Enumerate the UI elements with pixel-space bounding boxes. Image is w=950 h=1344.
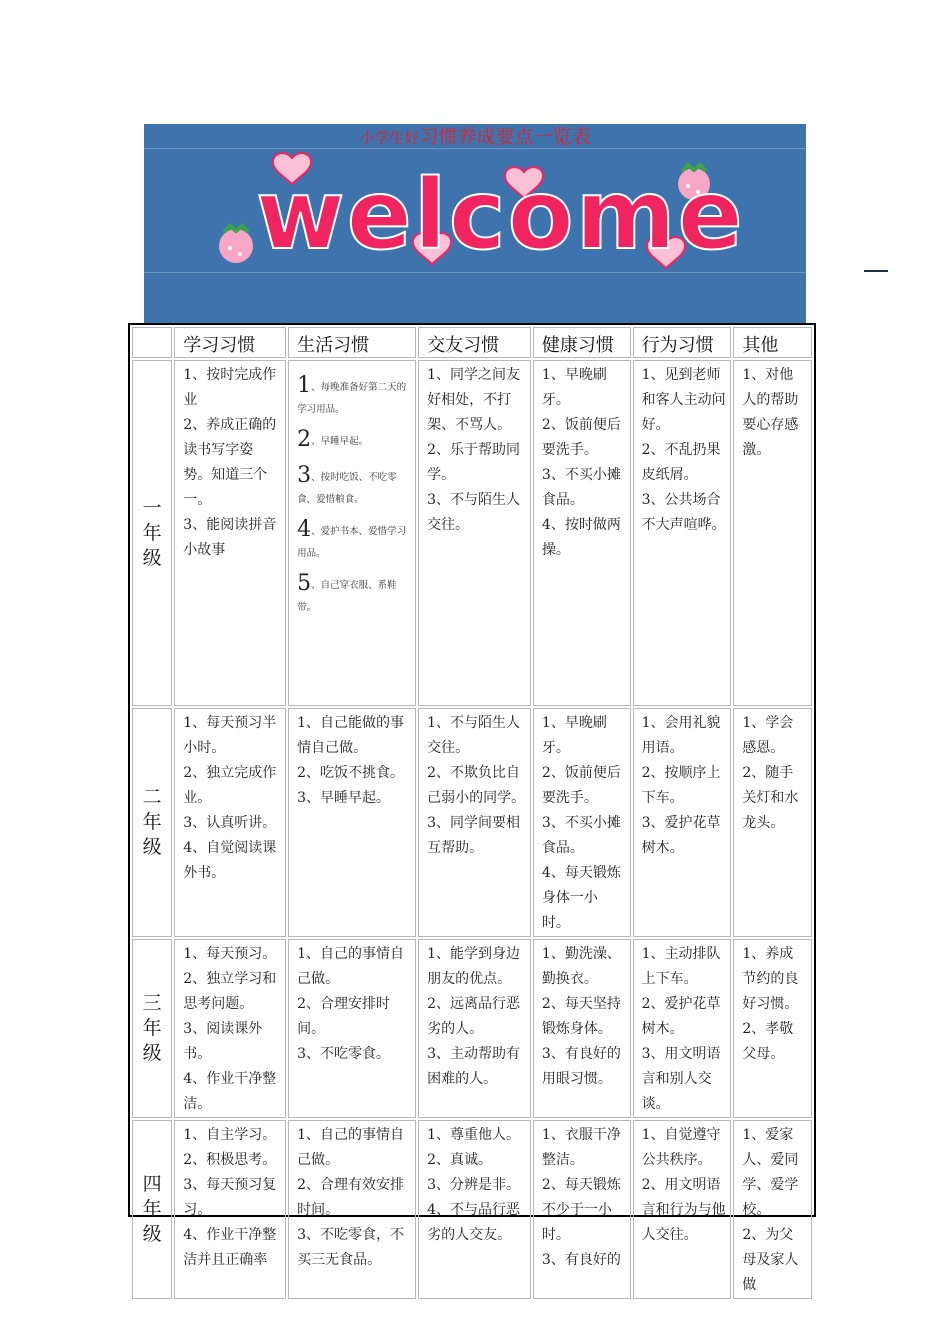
list-item: 1、学会感恩。	[742, 715, 794, 756]
table-header-row	[132, 327, 812, 358]
list-item: 2、早睡早起。	[297, 427, 369, 452]
study-cell	[174, 708, 286, 937]
list-item: 2、爱护花草树木。	[641, 996, 721, 1037]
list-item: 1、自己的事情自己做。	[297, 1127, 405, 1168]
list-item: 3、不吃零食。	[297, 1046, 391, 1062]
list-item: 3、同学间要相互帮助。	[427, 815, 520, 856]
list-item: 3、有良好的	[541, 1252, 621, 1268]
list-item: 1、尊重他人。	[427, 1127, 520, 1143]
list-item: 2、不欺负比自己弱小的同学。	[427, 765, 526, 806]
list-item: 3、不与陌生人交往。	[427, 492, 520, 533]
list-item: 3、用文明语言和别人交谈。	[641, 1046, 721, 1112]
list-item: 2、吃饭不挑食。	[297, 765, 405, 781]
list-item: 2、饭前便后要洗手。	[541, 765, 621, 806]
list-item: 1、勤洗澡、勤换衣。	[541, 946, 621, 987]
title-large-part: 习惯养成要点一览表	[419, 126, 591, 148]
list-item: 3、阅读课外书。	[183, 1021, 263, 1062]
list-item: 4、作业干净整洁。	[183, 1071, 277, 1112]
title-small-part: 小学生好	[359, 129, 420, 147]
list-item: 3、认真听讲。	[183, 815, 277, 831]
life-cell	[288, 1120, 416, 1299]
list-item: 1、不与陌生人交往。	[427, 715, 520, 756]
list-item: 2、随手关灯和水龙头。	[742, 765, 799, 831]
strawberry-icon	[219, 226, 253, 263]
list-item: 3、有良好的用眼习惯。	[541, 1046, 621, 1087]
list-item: 2、用文明语言和行为与他人交往。	[641, 1177, 726, 1243]
health-cell	[533, 360, 631, 706]
list-item: 3、每天预习复习。	[183, 1177, 277, 1218]
other-cell	[733, 1120, 812, 1299]
list-item: 1、爱家人、爱同学、爱学校。	[742, 1127, 799, 1218]
table-row	[132, 1120, 812, 1299]
list-item: 3、按时吃饭、不吃零食，爱惜粮食。	[297, 463, 397, 505]
grade-label: 二 年 级	[132, 708, 172, 937]
header-study: 学习习惯	[174, 327, 286, 358]
friends-cell	[418, 708, 531, 937]
list-item: 2、养成正确的读书写字姿势。知道三个一。	[183, 417, 277, 508]
list-item: 2、积极思考。	[183, 1152, 277, 1168]
health-cell	[533, 708, 631, 937]
friends-cell	[418, 939, 531, 1118]
list-item: 4、不与品行恶劣的人交友。	[427, 1202, 520, 1243]
other-cell	[733, 360, 812, 706]
table-row	[132, 939, 812, 1118]
grade-label: 四 年 级	[132, 1120, 172, 1299]
list-item: 1、见到老师和客人主动问好。	[641, 367, 726, 433]
list-item: 3、分辨是非。	[427, 1177, 520, 1193]
life-cell	[288, 360, 416, 706]
list-item: 1、自觉遵守公共秩序。	[641, 1127, 721, 1168]
list-item: 3、公共场合不大声喧哗。	[641, 492, 726, 533]
list-item: 2、为父母及家人做	[742, 1227, 799, 1293]
list-item: 2、合理有效安排时间。	[297, 1177, 405, 1218]
life-cell	[288, 939, 416, 1118]
header-grade	[132, 327, 172, 358]
list-item: 1、每晚准备好第二天的学习用品。	[297, 373, 407, 415]
grade-label: 三 年 级	[132, 939, 172, 1118]
list-item: 2、独立完成作业。	[183, 765, 277, 806]
page-title	[144, 126, 806, 149]
list-item: 1、自己能做的事情自己做。	[297, 715, 405, 756]
list-item: 2、合理安排时间。	[297, 996, 391, 1037]
list-item: 1、主动排队上下车。	[641, 946, 721, 987]
list-item: 1、早晚刷牙。	[541, 715, 607, 756]
list-item: 3、早睡早起。	[297, 790, 391, 806]
list-item: 1、每天预习半小时。	[183, 715, 277, 756]
list-item: 4、每天锻炼身体一小时。	[541, 865, 621, 931]
list-item: 1、早晚刷牙。	[541, 367, 607, 408]
behavior-cell	[633, 360, 732, 706]
health-cell	[533, 1120, 631, 1299]
study-cell	[174, 1120, 286, 1299]
header-friends: 交友习惯	[418, 327, 531, 358]
study-cell	[174, 360, 286, 706]
list-item: 2、乐于帮助同学。	[427, 442, 520, 483]
list-item: 3、主动帮助有困难的人。	[427, 1046, 520, 1087]
banner-dash	[864, 270, 888, 272]
welcome-banner	[144, 124, 806, 324]
header-behavior: 行为习惯	[633, 327, 732, 358]
list-item: 2、远离品行恶劣的人。	[427, 996, 520, 1037]
header-other: 其他	[733, 327, 812, 358]
banner-divider	[144, 148, 806, 149]
list-item: 2、按顺序上下车。	[641, 765, 721, 806]
study-cell	[174, 939, 286, 1118]
header-health: 健康习惯	[533, 327, 631, 358]
list-item: 1、对他人的帮助要心存感激。	[742, 367, 799, 458]
behavior-cell	[633, 939, 732, 1118]
list-item: 3、不吃零食，不买三无食品。	[297, 1227, 405, 1268]
friends-cell	[418, 360, 531, 706]
list-item: 1、每天预习。	[183, 946, 277, 962]
grade-label: 一 年 级	[132, 360, 172, 706]
list-item: 2、每天锻炼不少于一小时。	[541, 1177, 621, 1243]
welcome-text: welcome	[256, 159, 745, 271]
welcome-graphic	[204, 150, 764, 274]
list-item: 1、能学到身边朋友的优点。	[427, 946, 520, 987]
list-item: 3、能阅读拼音小故事	[183, 517, 277, 558]
list-item: 2、饭前便后要洗手。	[541, 417, 621, 458]
other-cell	[733, 708, 812, 937]
list-item: 3、不买小摊食品。	[541, 467, 621, 508]
list-item: 1、自己的事情自己做。	[297, 946, 405, 987]
list-item: 2、不乱扔果皮纸屑。	[641, 442, 721, 483]
list-item: 5、自己穿衣服、系鞋带。	[297, 571, 397, 613]
list-item: 4、自觉阅读课外书。	[183, 840, 277, 881]
friends-cell	[418, 1120, 531, 1299]
list-item: 1、养成节约的良好习惯。	[742, 946, 799, 1012]
list-item: 4、爱护书本、爱惜学习用品。	[297, 517, 407, 559]
list-item: 1、衣服干净整洁。	[541, 1127, 621, 1168]
list-item: 1、会用礼貌用语。	[641, 715, 721, 756]
life-cell	[288, 708, 416, 937]
list-item: 3、不买小摊食品。	[541, 815, 621, 856]
list-item: 3、爱护花草树木。	[641, 815, 721, 856]
list-item: 1、同学之间友好相处，不打架、不骂人。	[427, 367, 520, 433]
list-item: 1、按时完成作业	[183, 367, 277, 408]
behavior-cell	[633, 1120, 732, 1299]
table-row	[132, 708, 812, 937]
list-item: 4、按时做两操。	[541, 517, 621, 558]
health-cell	[533, 939, 631, 1118]
list-item: 4、作业干净整洁并且正确率	[183, 1227, 277, 1268]
other-cell	[733, 939, 812, 1118]
list-item: 2、孝敬父母。	[742, 1021, 794, 1062]
list-item: 2、真诚。	[427, 1152, 492, 1168]
list-item: 1、自主学习。	[183, 1127, 277, 1143]
header-life: 生活习惯	[288, 327, 416, 358]
habits-table	[128, 323, 816, 1293]
list-item: 2、每天坚持锻炼身体。	[541, 996, 621, 1037]
behavior-cell	[633, 708, 732, 937]
list-item: 2、独立学习和思考问题。	[183, 971, 277, 1012]
table-row	[132, 360, 812, 706]
